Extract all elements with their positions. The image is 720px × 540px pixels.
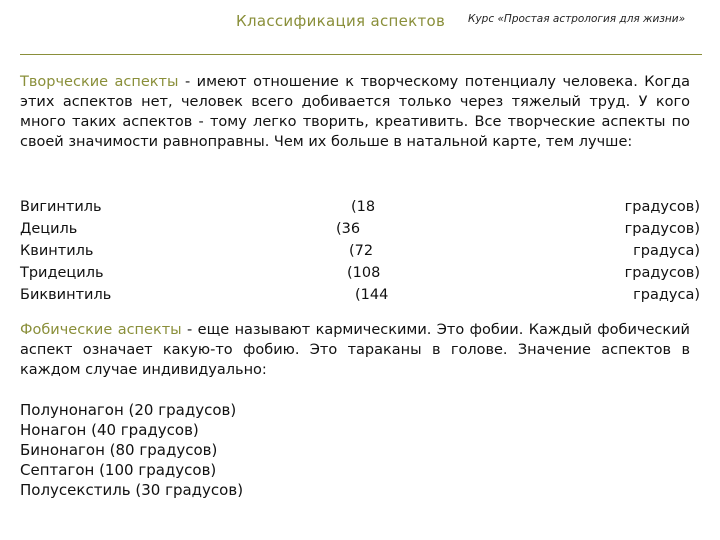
phobic-aspects-paragraph	[20, 320, 690, 380]
table-row	[20, 196, 700, 218]
list-item: Полунонагон (20 градусов)	[20, 401, 237, 419]
aspect-unit: градусов)	[624, 221, 700, 237]
creative-aspects-paragraph	[20, 72, 690, 152]
page-title: Классификация аспектов	[236, 12, 446, 30]
phobic-aspects-term: Фобические аспекты	[20, 322, 182, 338]
phobic-aspects-text: - еще называют кармическими. Это фобии. Каждый фобический аспект означает какую-то фобию. Это тараканы в голове. Значение аспектов в каждом случае индивидуально:	[20, 322, 690, 378]
aspect-unit: градуса)	[633, 287, 700, 303]
list-item: Септагон (100 градусов)	[20, 461, 217, 479]
aspect-unit: градусов)	[624, 199, 700, 215]
aspect-degrees: (18	[351, 199, 376, 215]
aspect-unit: градусов)	[624, 265, 700, 281]
list-item: Бинонагон (80 градусов)	[20, 441, 218, 459]
aspect-unit: градуса)	[633, 243, 700, 259]
table-row	[20, 240, 700, 262]
creative-aspects-term: Творческие аспекты	[20, 74, 179, 90]
aspect-degrees: (108	[347, 265, 381, 281]
aspect-degrees: (36	[336, 221, 361, 237]
aspect-degrees: (72	[349, 243, 374, 259]
list-item: Полусекстиль (30 градусов)	[20, 481, 244, 499]
aspect-name: Квинтиль	[20, 243, 94, 259]
creative-aspects-table	[20, 196, 700, 306]
course-name: Курс «Простая астрология для жизни»	[468, 13, 686, 25]
header-divider	[20, 54, 702, 55]
aspect-degrees: (144	[355, 287, 389, 303]
aspect-name: Дециль	[20, 221, 78, 237]
table-row	[20, 262, 700, 284]
creative-aspects-text: - имеют отношение к творческому потенциалу человека. Когда этих аспектов нет, человек всего добивается только через тяжелый труд. У кого много таких аспектов - тому легко творить, креативить. Все творческие аспекты по своей значимости равноправны. Чем их больше в натальной карте, тем лучше:	[20, 74, 690, 150]
phobic-aspects-list	[20, 400, 243, 500]
table-row	[20, 218, 700, 240]
table-row	[20, 284, 700, 306]
aspect-name: Вигинтиль	[20, 199, 102, 215]
aspect-name: Тридециль	[20, 265, 104, 281]
list-item: Нонагон (40 градусов)	[20, 421, 199, 439]
aspect-name: Биквинтиль	[20, 287, 112, 303]
